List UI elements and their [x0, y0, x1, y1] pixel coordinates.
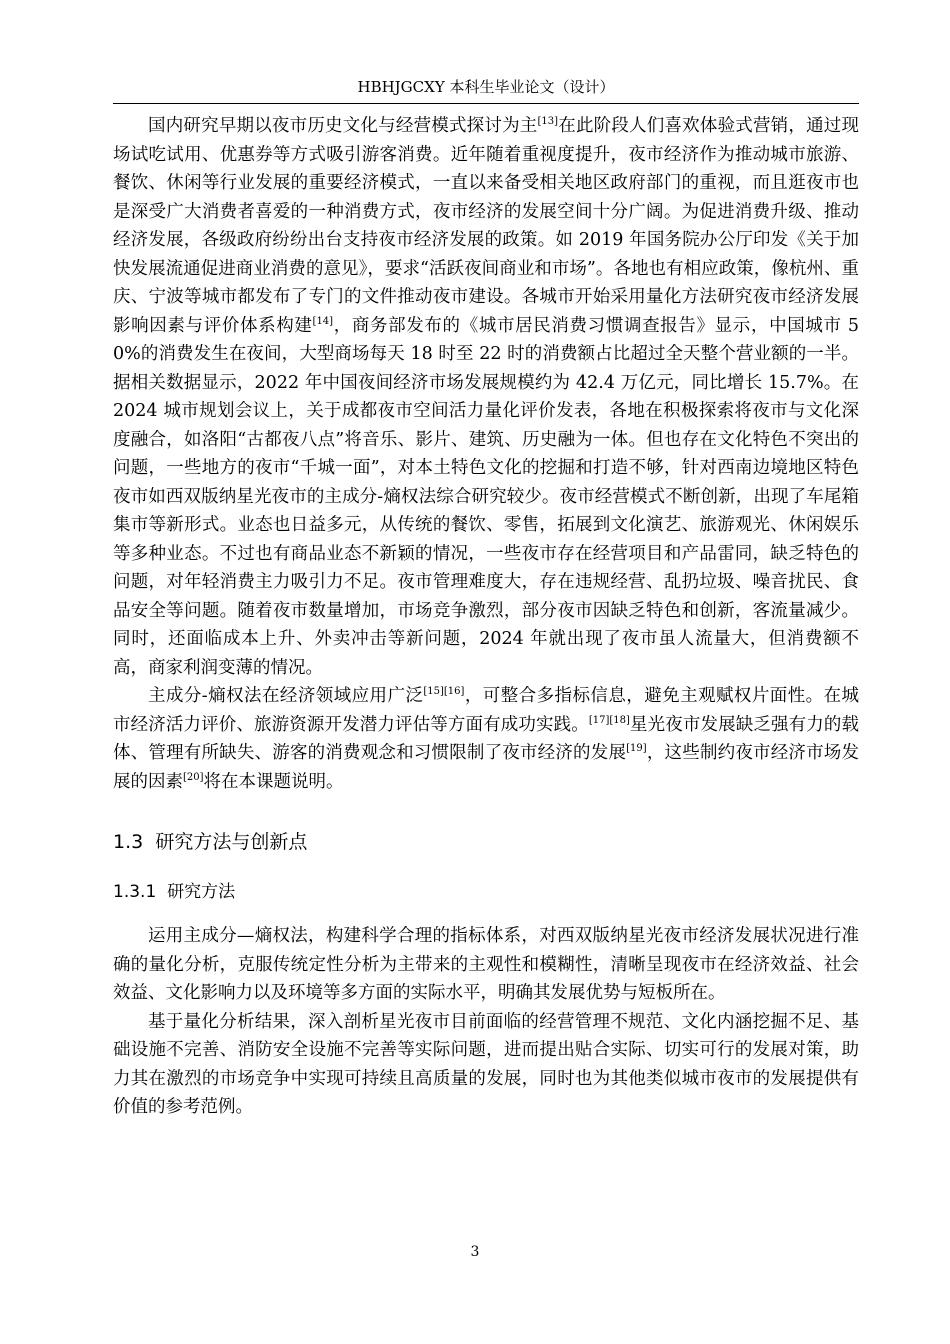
paragraph-text: 主成分-熵权法在经济领域应用广泛 [148, 686, 424, 706]
paragraph-text: ，这些制约夜市经济市场发展的因素 [113, 743, 860, 792]
page-body [113, 112, 859, 1122]
paragraph-text: 在此阶段人们喜欢体验式营销，通过现场试吃试用、优惠券等方式吸引游客消费。近年随着重视度提升，夜市经济作为推动城市旅游、餐饮、休闲等行业发展的重要经济模式，一直以来备受相关地区政府部门的重视，而且逛夜市也是深受广大消费者喜爱的一种消费方式，夜市经济的发展空间十分广阔。为促进消费升级、推动经济发展，各级政府纷纷出台支持夜市经济发展的政策。如 2019 年国务院办公厅印发《关于加快发展流通促进商业消费的意见》，要求“活跃夜间商业和市场”。各地也有相应政策，像杭州、重庆、宁波等城市都发布了专门的文件推动夜市建设。各城市开始采用量化方法研究夜市经济发展影响因素与评价体系构建 [113, 116, 860, 336]
citation: [14] [312, 315, 334, 327]
page-header [113, 76, 859, 104]
citation: [19] [626, 743, 647, 754]
body-paragraph-domestic-research [113, 112, 859, 682]
header-title: HBHJGCXY 本科生毕业论文（设计） [357, 78, 615, 96]
paragraph-text: ，可整合多指标信息，避免主观赋权片面性。在城市经济活力评价、旅游资源开发潜力评估等方面有成功实践。 [113, 686, 859, 735]
paragraph-text: 国内研究早期以夜市历史文化与经营模式探讨为主 [148, 116, 538, 136]
subsection-number: 1.3.1 [113, 882, 157, 902]
subsection-heading [113, 878, 859, 906]
citation: [20] [183, 771, 204, 783]
section-number: 1.3 [113, 831, 144, 853]
paragraph-text: ，商务部发布的《城市居民消费习惯调查报告》显示，中国城市 50%的消费发生在夜间，大型商场每天 18 时至 22 时的消费额占比超过全天整个营业额的一半。据相关数据显示，2022 年中国夜间经济市场发展规模约为 42.4 万亿元，同比增长 15.7%。在 2024 城市规划会议上，关于成都夜市空间活力量化评价发表，各地在积极探索将夜市与文化深度融合，如洛阳“古都夜八点”将音乐、影片、建筑、历史融为一体。但也存在文化特色不突出的问题，一些地方的夜市“千城一面”，对本土特色文化的挖掘和打造不够，针对西南边境地区特色夜市如西双版纳星光夜市的主成分-熵权法综合研究较少。夜市经营模式不断创新，出现了车尾箱集市等新形式。业态也日益多元，从传统的餐饮、零售，拓展到文化演艺、旅游观光、休闲娱乐等多种业态。不过也有商品业态不新颖的情况，一些夜市存在经营项目和产品雷同，缺乏特色的问题，对年轻消费主力吸引力不足。夜市管理难度大，存在违规经营、乱扔垃圾、噪音扰民、食品安全等问题。随着夜市数量增加，市场竞争激烈，部分夜市因缺乏特色和创新，客流量减少。同时，还面临成本上升、外卖冲击等新问题，2024 年就出现了夜市虽人流量大，但消费额不高，商家利润变薄的情况。 [113, 315, 859, 678]
subsection-title: 研究方法 [167, 882, 236, 902]
citation: [13] [537, 116, 559, 127]
section-heading [113, 827, 859, 857]
citation: [17][18] [588, 714, 630, 726]
paragraph-text: 将在本课题说明。 [203, 771, 344, 792]
section-title: 研究方法与创新点 [155, 831, 308, 853]
body-paragraph-method-1: 运用主成分—熵权法，构建科学合理的指标体系，对西双版纳星光夜市经济发展状况进行准确的量化分析，克服传统定性分析为主带来的主观性和模糊性，清晰呈现夜市在经济效益、社会效益、文化影响力以及环境等多方面的实际水平，明确其发展优势与短板所在。 [113, 926, 859, 1003]
body-paragraph-method-2: 基于量化分析结果，深入剖析星光夜市目前面临的经营管理不规范、文化内涵挖掘不足、基础设施不完善、消防安全设施不完善等实际问题，进而提出贴合实际、切实可行的发展对策，助力其在激烈的市场竞争中实现可持续且高质量的发展，同时也为其他类似城市夜市的发展提供有价值的参考范例。 [113, 1011, 859, 1117]
page-number: 3 [470, 1244, 480, 1260]
paragraph-text: 星光夜市发展缺乏强有力的载体、管理有所缺失、游客的消费观念和习惯限制了夜市经济的发展 [113, 714, 860, 763]
citation: [15][16] [423, 686, 465, 697]
body-paragraph-pca-entropy [113, 682, 859, 796]
